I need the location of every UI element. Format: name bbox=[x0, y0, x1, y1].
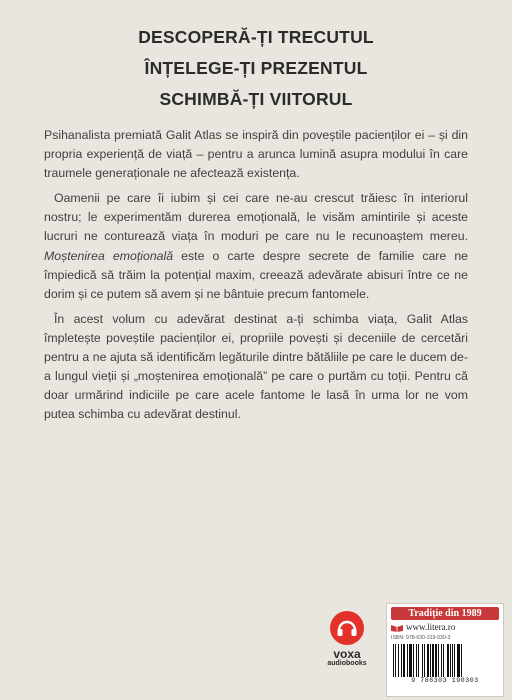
book-logo-icon bbox=[391, 624, 403, 632]
blurb-text bbox=[44, 126, 468, 430]
publisher-name: voxa bbox=[333, 647, 361, 661]
website-row bbox=[391, 622, 499, 633]
book-title-italic: Moștenirea emoțională bbox=[44, 248, 174, 263]
headline-line-1: DESCOPERĂ-ȚI TRECUTUL bbox=[138, 27, 374, 47]
paragraph-2-end: este o carte despre secrete de familie care ne împiedică să trăim la potențial maxim, creează adevărate abisuri între ce ne dorim și ce putem să avem și ne bântuie precum fantomele. bbox=[44, 248, 468, 301]
paragraph-2-start: Oamenii pe care îi iubim și cei care ne-au crescut trăiesc în interiorul nostru; le experimentăm durerea emoțională, le visăm amintirile și aceste lucruri ne conturează viața în moduri pe care nu le recunoaștem mereu. bbox=[44, 191, 468, 244]
tradition-label: Tradiție din 1989 bbox=[391, 607, 499, 620]
headline-line-2: ÎNȚELEGE-ȚI PREZENTUL bbox=[144, 58, 368, 78]
isbn-barcode-box bbox=[386, 603, 504, 697]
isbn-text: ISBN: 978-630-319-030-3 bbox=[391, 635, 451, 641]
headphones-icon bbox=[330, 611, 364, 645]
barcode-bar bbox=[462, 644, 463, 677]
headline bbox=[0, 22, 512, 115]
barcode-digits: 9 786303 190303 bbox=[411, 677, 479, 684]
barcode bbox=[393, 644, 497, 677]
headline-line-3: SCHIMBĂ-ȚI VIITORUL bbox=[159, 89, 353, 109]
paragraph-3: În acest volum cu adevărat destinat a-ți schimba viața, Galit Atlas împletește poveștile pacienților ei, propriile povești și deceniile de cercetări pentru a ne ajuta să identificăm legăturile dintre bătăliile pe care le ducem de-a lungul vieții și „moștenirea emoțională” pe care o purtăm cu toții. Pentru că doar urmărind indiciile pe care acele fantome le lasă în urma lor ne vom putea schimba cu adevărat destinul. bbox=[44, 311, 468, 422]
publisher-sub: audiobooks bbox=[327, 660, 367, 667]
paragraph-2 bbox=[44, 189, 468, 304]
website-text: www.litera.ro bbox=[406, 622, 456, 632]
voxa-logo bbox=[318, 611, 376, 668]
paragraph-1: Psihanalista premiată Galit Atlas se inspiră din poveștile pacienților ei – și din propria experiență de viață – pentru a arunca lumină asupra modului în care traumele generaționale ne afectează existența. bbox=[44, 128, 468, 181]
